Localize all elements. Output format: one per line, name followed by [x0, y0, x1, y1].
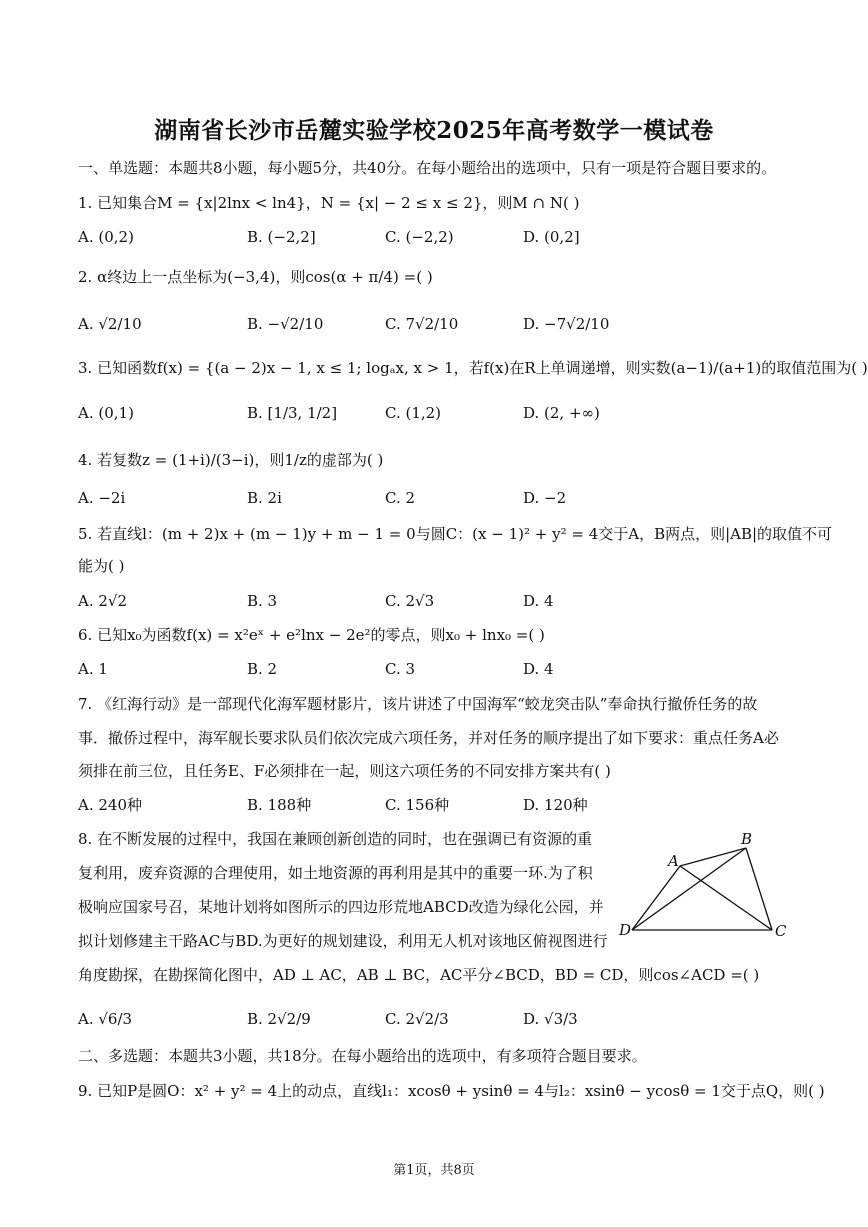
question-8-stem-line-2: 复利用，废弃资源的合理使用，如土地资源的再利用是其中的重要一环.为了积: [78, 864, 593, 882]
option-b: B. 188种: [247, 796, 312, 814]
question-1-stem: 1. 已知集合M = {x|2lnx < ln4}，N = {x| − 2 ≤ x ≤ 2}，则M ∩ N( ): [78, 194, 580, 212]
option-a: A. (0,2): [78, 228, 134, 246]
option-a: A. 2√2: [78, 592, 128, 610]
section-heading-multiple-choice: 二、多选题：本题共3小题，共18分。在每小题给出的选项中，有多项符合题目要求。: [78, 1047, 647, 1065]
option-c: C. 3: [385, 660, 416, 678]
question-3-options: [78, 402, 778, 424]
section-heading-single-choice: 一、单选题：本题共8小题，每小题5分，共40分。在每小题给出的选项中，只有一项是符合题目要求的。: [78, 159, 777, 177]
question-7-options: [78, 794, 778, 816]
question-2-options: [78, 313, 778, 335]
option-b: B. (−2,2]: [247, 228, 316, 246]
diagonal-bd: [632, 848, 746, 930]
question-7-stem-line-2: 事．撤侨过程中，海军舰长要求队员们依次完成六项任务，并对任务的顺序提出了如下要求：重点任务A必: [78, 729, 779, 747]
option-c: C. 156种: [385, 796, 450, 814]
question-9-stem: 9. 已知P是圆O：x² + y² = 4上的动点，直线l₁：xcosθ + ysinθ = 4与l₂：xsinθ − ycosθ = 1交于点Q，则( ): [78, 1082, 825, 1100]
option-d: D. −2: [523, 489, 567, 507]
option-b: B. 2√2/9: [247, 1010, 311, 1028]
question-6-options: [78, 658, 778, 680]
option-b: B. 3: [247, 592, 278, 610]
option-a: A. 240种: [78, 796, 142, 814]
question-7-stem-line-1: 7. 《红海行动》是一部现代化海军题材影片，该片讲述了中国海军“蛟龙突击队”奉命执行撤侨任务的故: [78, 695, 758, 713]
vertex-c-label: C: [775, 922, 787, 940]
option-d: D. (0,2]: [523, 228, 580, 246]
option-b: B. 2i: [247, 489, 282, 507]
option-c: C. 7√2/10: [385, 315, 459, 333]
option-d: D. √3/3: [523, 1010, 578, 1028]
vertex-b-label: B: [741, 830, 753, 848]
option-c: C. (−2,2): [385, 228, 454, 246]
option-b: B. 2: [247, 660, 278, 678]
question-5-stem-line-1: 5. 若直线l：(m + 2)x + (m − 1)y + m − 1 = 0与圆C：(x − 1)² + y² = 4交于A，B两点，则|AB|的取值不可: [78, 525, 833, 543]
page-title: 湖南省长沙市岳麓实验学校2025年高考数学一模试卷: [154, 117, 714, 144]
option-c: C. 2: [385, 489, 416, 507]
option-b: B. [1/3, 1/2]: [247, 404, 338, 422]
question-8-stem-line-3: 极响应国家号召，某地计划将如图所示的四边形荒地ABCD改造为绿化公园，并: [78, 898, 604, 916]
quadrilateral-abcd-figure: [618, 826, 798, 941]
question-5-options: [78, 590, 778, 612]
option-d: D. 120种: [523, 796, 588, 814]
option-d: D. 4: [523, 660, 554, 678]
question-2-stem: 2. α终边上一点坐标为(−3,4)，则cos(α + π/4) =( ): [78, 268, 433, 286]
vertex-a-label: A: [668, 852, 679, 870]
option-a: A. 1: [78, 660, 108, 678]
option-d: D. 4: [523, 592, 554, 610]
question-5-stem-line-2: 能为( ): [78, 557, 125, 575]
page-footer: 第1页，共8页: [393, 1163, 475, 1178]
option-c: C. 2√2/3: [385, 1010, 449, 1028]
question-4-options: [78, 487, 778, 509]
vertex-d-label: D: [619, 921, 632, 939]
question-7-stem-line-3: 须排在前三位，且任务E、F必须排在一起，则这六项任务的不同安排方案共有( ): [78, 762, 611, 780]
option-a: A. √6/3: [78, 1010, 133, 1028]
question-8-options: [78, 1008, 778, 1030]
option-d: D. −7√2/10: [523, 315, 610, 333]
option-b: B. −√2/10: [247, 315, 324, 333]
option-a: A. √2/10: [78, 315, 142, 333]
edge-bc: [746, 848, 772, 930]
option-a: A. −2i: [78, 489, 126, 507]
option-a: A. (0,1): [78, 404, 134, 422]
question-6-stem: 6. 已知x₀为函数f(x) = x²eˣ + e²lnx − 2e²的零点，则x₀ + lnx₀ =( ): [78, 626, 545, 644]
option-c: C. (1,2): [385, 404, 442, 422]
edge-ab: [680, 848, 746, 866]
question-3-stem: 3. 已知函数f(x) = {(a − 2)x − 1, x ≤ 1; logₐx, x > 1，若f(x)在R上单调递增，则实数(a−1)/(a+1)的取值范围为( ): [78, 359, 868, 377]
question-8-stem-line-5: 角度勘探，在勘探简化图中，AD ⊥ AC，AB ⊥ BC，AC平分∠BCD，BD = CD，则cos∠ACD =( ): [78, 966, 760, 984]
question-8-stem-line-4: 拟计划修建主干路AC与BD.为更好的规划建设，利用无人机对该地区俯视图进行: [78, 932, 608, 950]
question-8-stem-line-1: 8. 在不断发展的过程中，我国在兼顾创新创造的同时，也在强调已有资源的重: [78, 830, 593, 848]
diagonal-ac: [680, 866, 772, 930]
option-d: D. (2, +∞): [523, 404, 600, 422]
edge-da: [632, 866, 680, 930]
question-1-options: [78, 226, 778, 248]
option-c: C. 2√3: [385, 592, 435, 610]
question-4-stem: 4. 若复数z = (1+i)/(3−i)，则1/z的虚部为( ): [78, 451, 384, 469]
